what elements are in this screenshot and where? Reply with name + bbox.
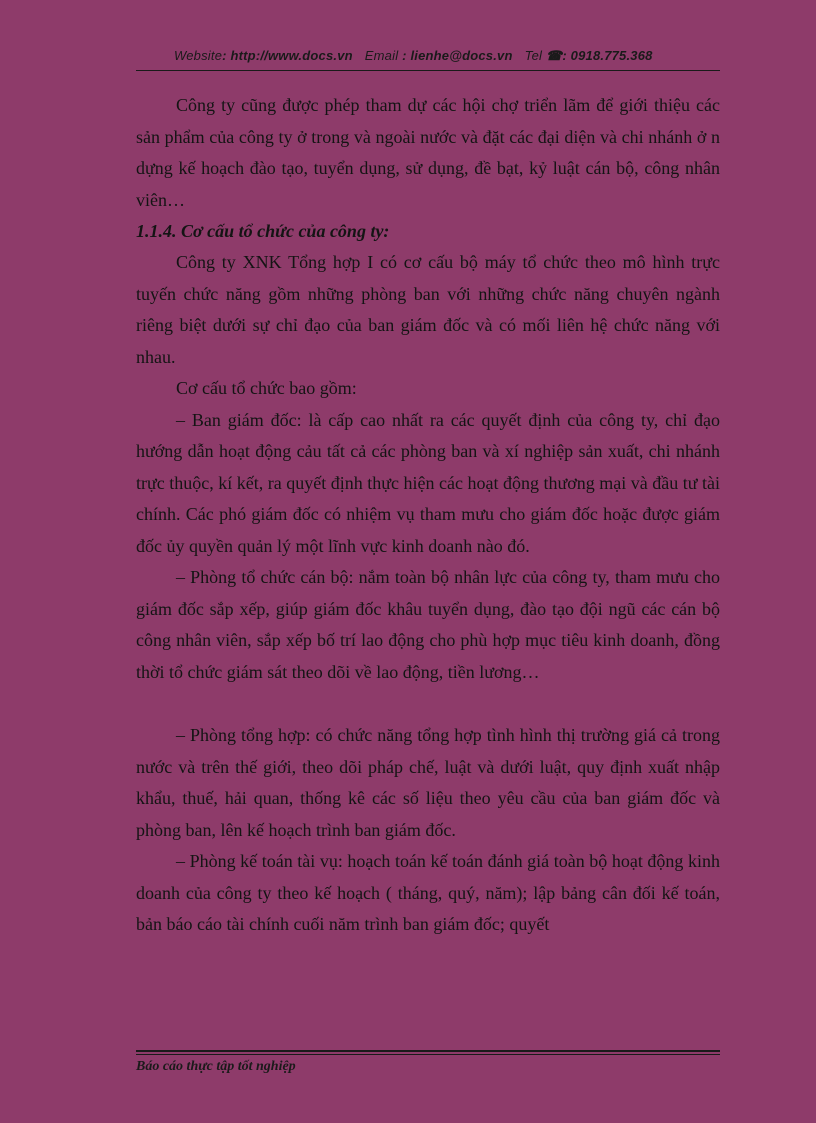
email-label: Email [364,48,399,63]
header-contact-line: Website: http://www.docs.vn Email : lienhe@docs.vn Tel ☎: 0918.775.368 [174,48,653,63]
footer-title: Báo cáo thực tập tốt nghiệp [136,1059,296,1074]
bullet-board-of-directors: – Ban giám đốc: là cấp cao nhất ra các quyết định của công ty, chỉ đạo hướng dẫn hoạt động cảu tất cả các phòng ban và xí nghiệp sản xuất, chi nhánh trực thuộc, kí kết, ra quyết định thực hiện các hoạt động thương mại và đầu tư tài chính. Các phó giám đốc có nhiệm vụ tham mưu cho giám đốc hoặc được giám đốc ủy quyền quản lý một lĩnh vực kinh doanh nào đó. [136,409,720,556]
website-label: Website [174,48,223,63]
bullet-accounting-department: – Phòng kế toán tài vụ: hoạch toán kế toán đánh giá toàn bộ hoạt động kinh doanh của công ty theo kế hoạch ( tháng, quý, năm); lập bảng cân đối kế toán, bản báo cáo tài chính cuối năm trình ban giám đốc; quyết [136,851,720,934]
includes-paragraph: Cơ cấu tổ chức bao gồm: [176,378,357,398]
tel-value: 0918.775.368 [570,48,653,63]
email-link[interactable]: lienhe@docs.vn [410,48,513,63]
tel-label: Tel [524,48,543,63]
footer-rule [136,1050,720,1052]
intro-paragraph: Công ty cũng được phép tham dự các hội chợ triển lãm để giới thiệu các sản phẩm của công ty ở trong và ngoài nước và đặt các đại diện và chi nhánh ở n dựng kế hoạch đào tạo, tuyển dụng, sử dụng, đề bạt, kỷ luật cán bộ, công nhân viên… [136,95,720,210]
section-heading: 1.1.4. Cơ cấu tổ chức của công ty: [136,221,390,241]
bullet-personnel-department: – Phòng tổ chức cán bộ: nắm toàn bộ nhân lực của công ty, tham mưu cho giám đốc sắp xếp, giúp giám đốc khâu tuyển dụng, đào tạo đội ngũ các cán bộ công nhân viên, sắp xếp bố trí lao động cho phù hợp mục tiêu kinh doanh, đồng thời tổ chức giám sát theo dõi về lao động, tiền lương… [136,567,720,682]
website-link[interactable]: http://www.docs.vn [230,48,353,63]
footer-rule-thin [136,1054,720,1055]
bullet-general-department: – Phòng tổng hợp: có chức năng tổng hợp tình hình thị trường giá cả trong nước và trên thế giới, theo dõi pháp chế, luật và dưới luật, quy định xuất nhập khẩu, thuế, hải quan, thống kê các số liệu theo yêu cầu của ban giám đốc và phòng ban, lên kế hoạch trình ban giám đốc. [136,725,720,840]
page-footer [136,1050,720,1075]
structure-paragraph: Công ty XNK Tổng hợp I có cơ cấu bộ máy tổ chức theo mô hình trực tuyến chức năng gồm những phòng ban với những chức năng chuyên ngành riêng biệt dưới sự chỉ đạo của ban giám đốc và có mối liên hệ chức năng với nhau. [136,252,720,367]
document-body [136,90,720,941]
blank-line [136,688,720,720]
page-header [136,44,720,71]
phone-icon: ☎ [545,48,563,63]
